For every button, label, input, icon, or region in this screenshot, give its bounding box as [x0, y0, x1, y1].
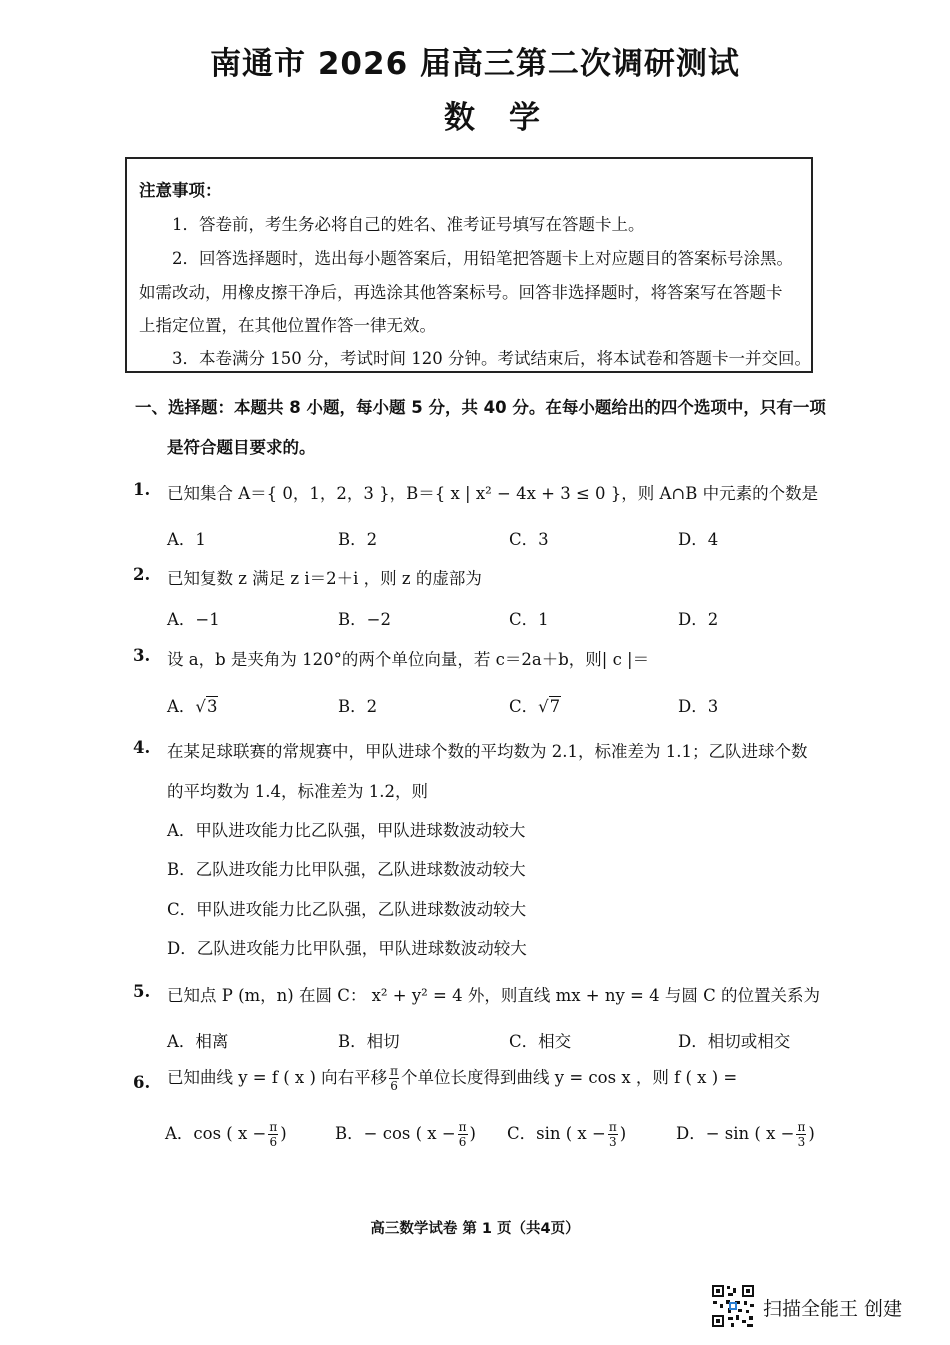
- fraction-denominator: 6: [458, 1135, 467, 1149]
- question-number: 3.: [133, 646, 151, 665]
- option-expression-close: ): [808, 1124, 815, 1143]
- option-label: A．: [165, 1124, 194, 1143]
- question-4-option-d: D．乙队进攻能力比甲队强，甲队进球数波动较大: [167, 939, 527, 958]
- question-1-option-d: D．4: [678, 530, 719, 549]
- question-2-option-d: D．2: [678, 610, 719, 629]
- question-1-option-c: C．3: [509, 530, 549, 549]
- question-4-option-b: B．乙队进攻能力比甲队强，乙队进球数波动较大: [167, 860, 526, 879]
- notice-item-2-line-1: 2．回答选择题时，选出每小题答案后，用铅笔把答题卡上对应题目的答案标号涂黑。: [172, 249, 793, 268]
- question-4-text-line-2: 的平均数为 1.4，标准差为 1.2，则: [167, 782, 428, 801]
- question-2-text: 已知复数 z 满足 z i＝2＋i ，则 z 的虚部为: [167, 569, 482, 588]
- fraction-denominator: 3: [797, 1135, 806, 1149]
- question-3-option-c: [509, 693, 561, 717]
- question-6-option-a: [165, 1120, 287, 1149]
- question-4-option-c: C．甲队进攻能力比乙队强，乙队进球数波动较大: [167, 900, 527, 919]
- question-5-option-b: B．相切: [338, 1032, 400, 1051]
- fraction-numerator: π: [608, 1120, 617, 1134]
- question-5-option-c: C．相交: [509, 1032, 572, 1051]
- exam-title: 南通市 2026 届高三第二次调研测试: [210, 46, 740, 82]
- scanner-watermark: [711, 1284, 931, 1328]
- question-6-option-d: [676, 1120, 815, 1149]
- option-expression-close: ): [619, 1124, 627, 1143]
- question-3-option-d: D．3: [678, 697, 719, 716]
- question-6-text-before: 已知曲线 y = f ( x ) 向右平移: [167, 1068, 388, 1087]
- question-5-option-a: A．相离: [167, 1032, 229, 1051]
- fraction-numerator: π: [458, 1120, 467, 1134]
- notice-item-2-line-3: 上指定位置，在其他位置作答一律无效。: [139, 316, 436, 335]
- sqrt-expression: √7: [538, 697, 561, 716]
- fraction: [796, 1120, 806, 1149]
- question-number: 4.: [133, 738, 151, 757]
- notice-heading: 注意事项：: [139, 181, 222, 200]
- option-label: D．: [676, 1124, 706, 1143]
- option-expression: − sin ( x −: [705, 1124, 795, 1143]
- notice-item-2-line-2: 如需改动，用橡皮擦干净后，再选涂其他答案标号。回答非选择题时，将答案写在答题卡: [139, 283, 783, 302]
- question-6-option-b: [335, 1120, 476, 1149]
- question-4-option-a: A．甲队进攻能力比乙队强，甲队进球数波动较大: [167, 821, 526, 840]
- subject-title: 数学: [444, 100, 574, 136]
- question-6-text-after: 个单位长度得到曲线 y = cos x ，则 f ( x ) =: [401, 1068, 738, 1087]
- fraction-denominator: 6: [269, 1135, 278, 1149]
- question-6-text: [167, 1064, 737, 1093]
- question-number: 2.: [133, 565, 151, 584]
- question-3-option-b: B．2: [338, 697, 378, 716]
- fraction: [608, 1120, 618, 1149]
- fraction-denominator: 3: [608, 1135, 617, 1149]
- question-3-text: 设 a，b 是夹角为 120°的两个单位向量，若 c＝2a＋b，则| c |＝: [167, 650, 650, 669]
- option-expression-close: ): [280, 1124, 287, 1143]
- fraction: [389, 1064, 399, 1093]
- question-1-text: 已知集合 A＝{ 0，1，2，3 }，B＝{ x | x² − 4x + 3 ≤ 0 }，则 A∩B 中元素的个数是: [167, 484, 819, 503]
- question-2-option-a: A．−1: [167, 610, 220, 629]
- question-4-text-line-1: 在某足球联赛的常规赛中，甲队进球个数的平均数为 2.1，标准差为 1.1；乙队进球个数: [167, 742, 808, 761]
- fraction: [268, 1120, 278, 1149]
- option-label: C．: [507, 1124, 537, 1143]
- option-expression: − cos ( x −: [363, 1124, 456, 1143]
- question-number: 5.: [133, 982, 151, 1001]
- option-expression-close: ): [469, 1124, 476, 1143]
- question-2-option-c: C．1: [509, 610, 549, 629]
- notice-item-3: 3．本卷满分 150 分，考试时间 120 分钟。考试结束后，将本试卷和答题卡一并交回。: [172, 349, 811, 368]
- fraction-numerator: π: [797, 1120, 806, 1134]
- section-heading-line-1: 一、选择题：本题共 8 小题，每小题 5 分，共 40 分。在每小题给出的四个选项中，只有一项: [135, 398, 826, 417]
- radicand: 3: [206, 697, 218, 716]
- question-number: 1.: [133, 480, 151, 499]
- fraction-denominator: 6: [390, 1079, 398, 1093]
- option-label: C．: [509, 697, 539, 716]
- question-1-option-b: B．2: [338, 530, 378, 549]
- question-number: 6.: [133, 1073, 151, 1092]
- option-expression: sin ( x −: [536, 1124, 606, 1143]
- question-3-option-a: [167, 693, 218, 717]
- notice-item-1: 1．答卷前，考生务必将自己的姓名、准考证号填写在答题卡上。: [172, 215, 645, 234]
- option-expression: cos ( x −: [193, 1124, 267, 1143]
- question-2-option-b: B．−2: [338, 610, 391, 629]
- question-5-option-d: D．相切或相交: [678, 1032, 791, 1051]
- question-6-option-c: [507, 1120, 626, 1149]
- page-footer: 高三数学试卷 第 1 页（共4页）: [370, 1221, 580, 1237]
- fraction: [458, 1120, 468, 1149]
- option-label: A．: [167, 697, 196, 716]
- notice-box: [125, 157, 813, 373]
- radicand: 7: [549, 697, 561, 716]
- question-5-text: 已知点 P (m，n) 在圆 C： x² + y² = 4 外，则直线 mx + ny = 4 与圆 C 的位置关系为: [167, 986, 820, 1005]
- section-heading-line-2: 是符合题目要求的。: [167, 438, 316, 457]
- question-1-option-a: A．1: [167, 530, 206, 549]
- watermark-text: 扫描全能王 创建: [763, 1298, 903, 1320]
- fraction-numerator: π: [269, 1120, 278, 1134]
- option-label: B．: [335, 1124, 364, 1143]
- sqrt-expression: √3: [195, 697, 218, 716]
- fraction-numerator: π: [390, 1064, 399, 1078]
- qr-code-icon: [711, 1284, 755, 1328]
